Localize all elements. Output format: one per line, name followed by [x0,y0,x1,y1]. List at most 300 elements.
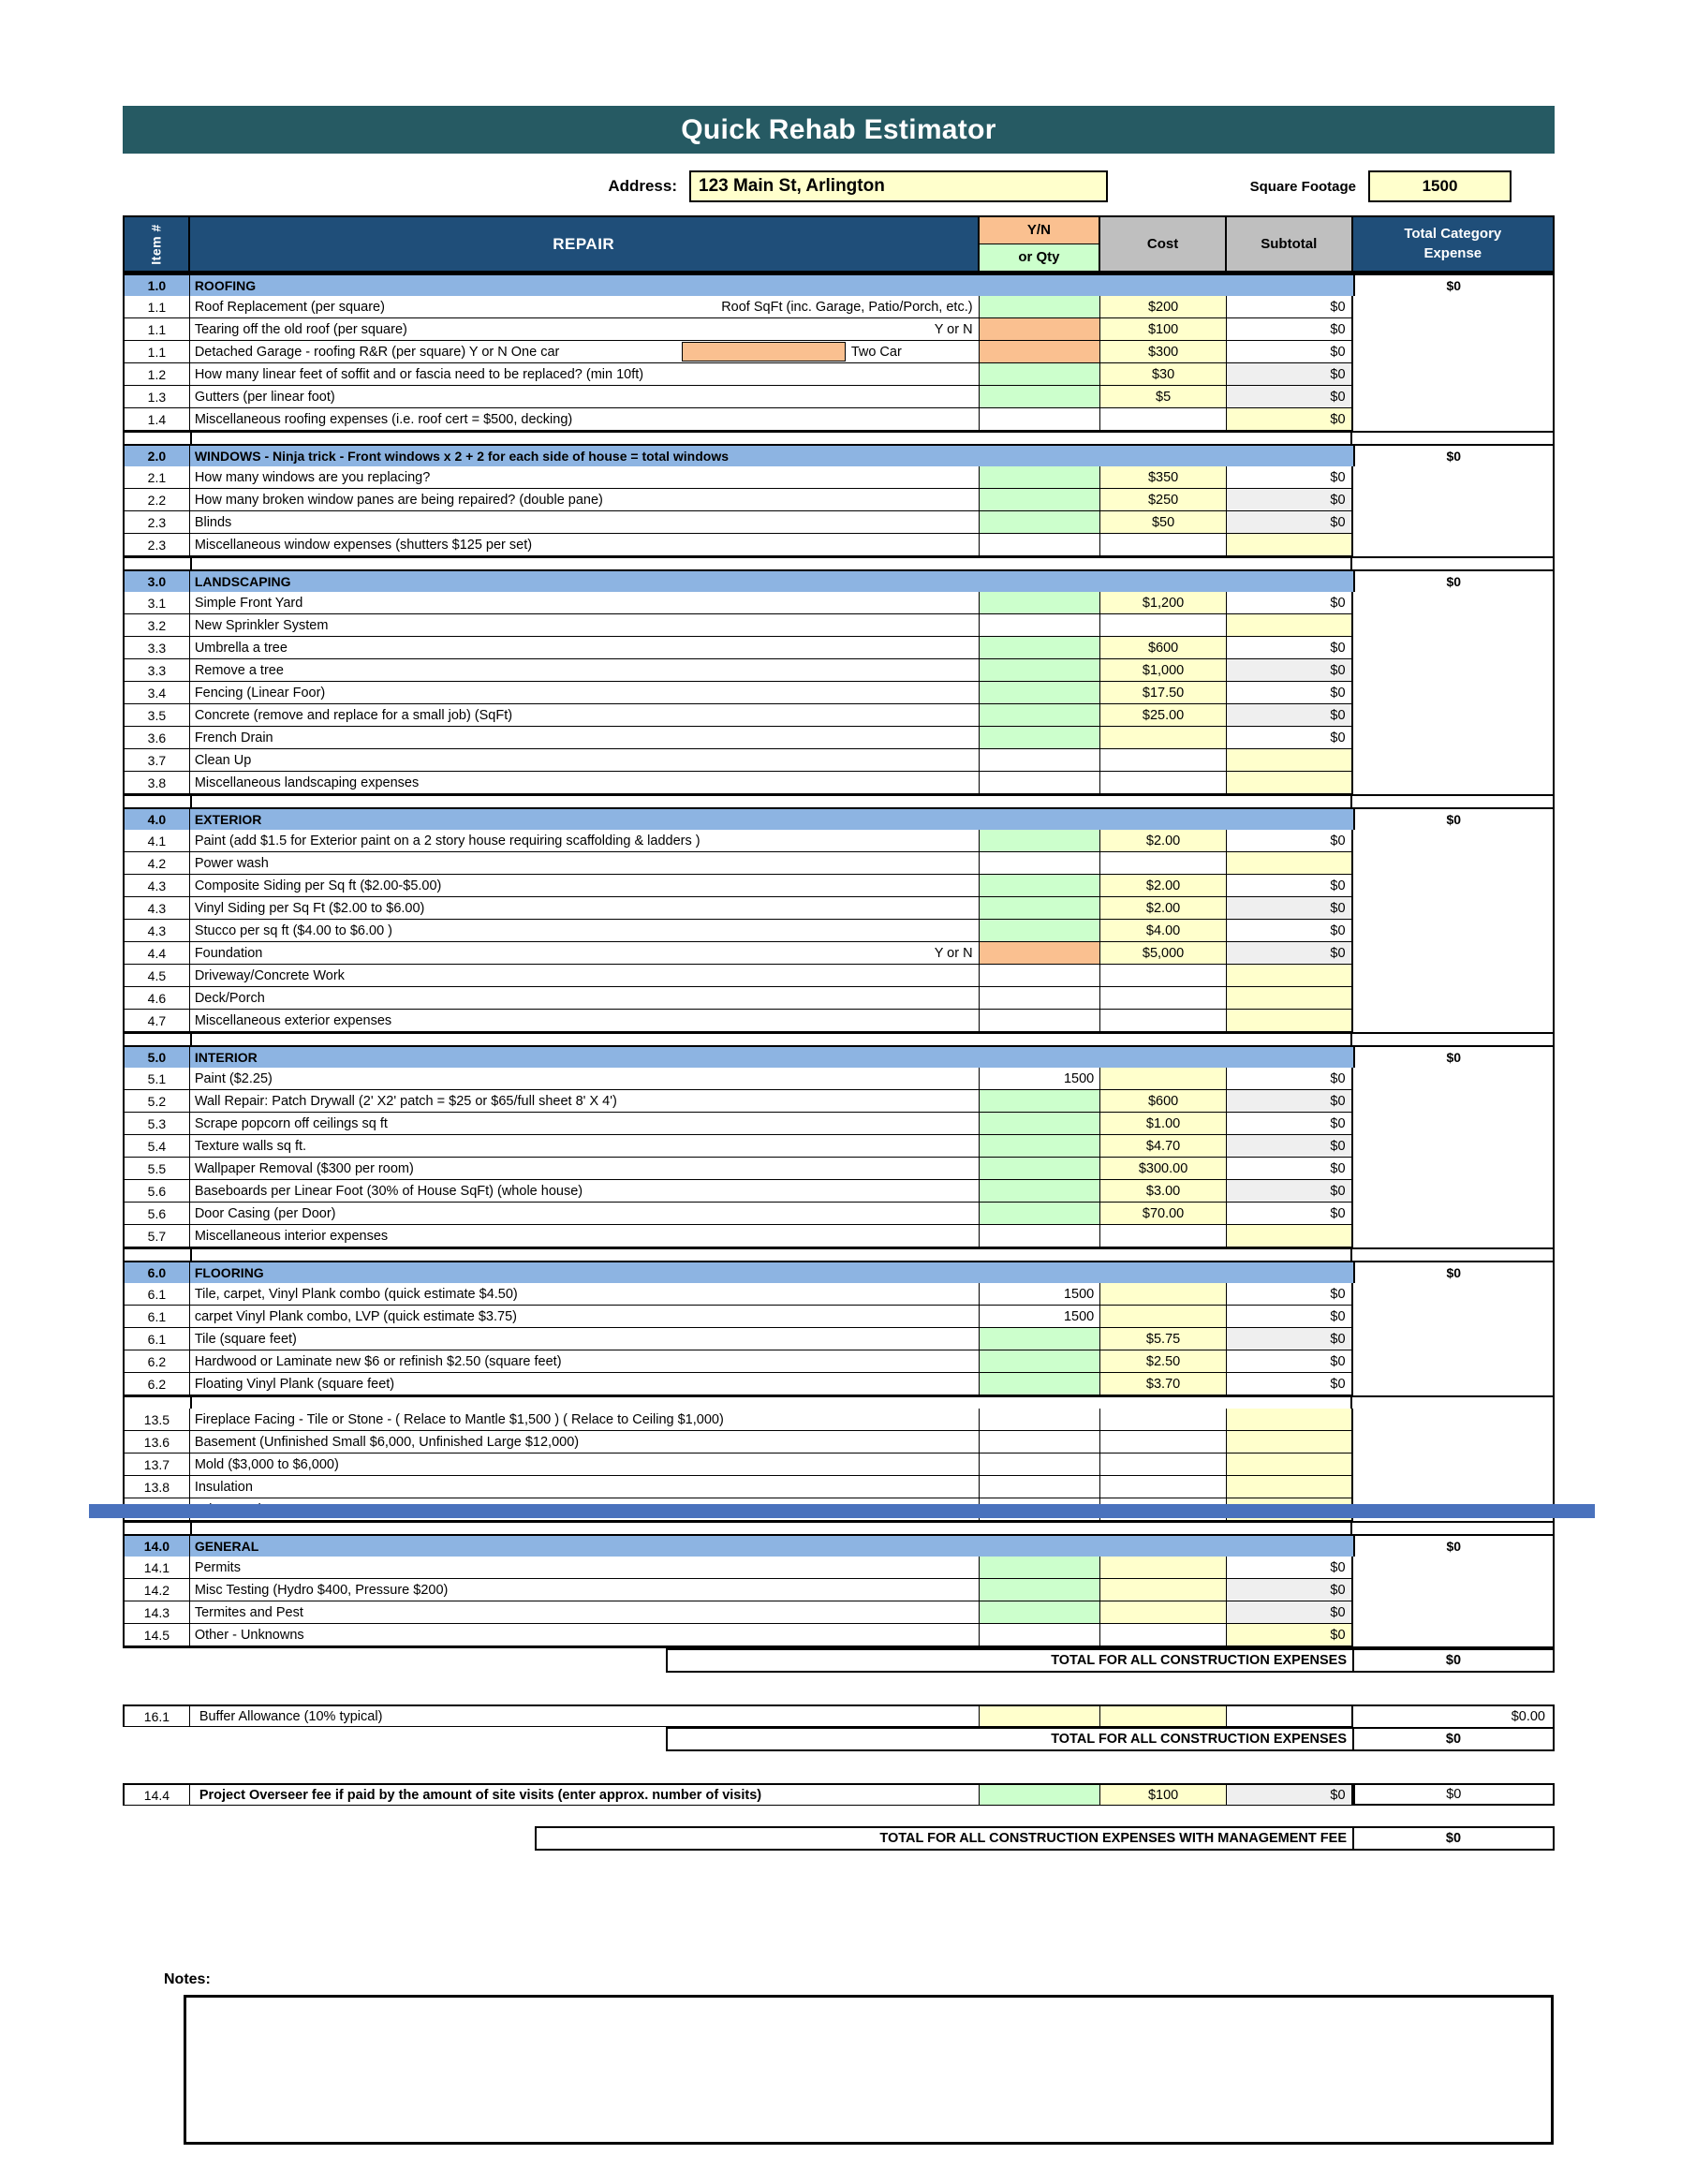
row-subtotal-cell [1227,1476,1353,1498]
table-row [123,1306,1555,1328]
row-cost-cell [1100,1225,1227,1247]
row-subtotal-cell [1227,534,1353,556]
table-row [123,875,1555,897]
row-qty-input[interactable] [980,1579,1101,1601]
row-cost-cell[interactable]: $5,000 [1100,942,1227,965]
section-name: WINDOWS - Ninja trick - Front windows x 2 + 2 for each side of house = total windows [190,446,980,466]
row-cost-cell[interactable]: $600 [1100,1090,1227,1113]
row-cost-cell[interactable]: $1.00 [1100,1113,1227,1135]
row-cost-cell[interactable]: $17.50 [1100,682,1227,704]
row-cost-cell[interactable] [1100,1068,1227,1090]
row-item-number: 1.3 [125,386,190,408]
table-row [123,1203,1555,1225]
row-total-cell [1353,1135,1553,1158]
row-total-cell [1353,965,1553,987]
row-repair-label: Door Casing (per Door) [190,1203,980,1225]
section-spacer [123,1397,1555,1409]
row-repair-label: Gutters (per linear foot) [190,386,980,408]
total-with-management-fee-label: TOTAL FOR ALL CONSTRUCTION EXPENSES WITH MANAGEMENT FEE [535,1826,1354,1851]
total-with-management-fee-value: $0 [1354,1826,1555,1851]
row-subtotal-cell: $0 [1227,1283,1353,1306]
table-row [123,1579,1555,1601]
row-total-cell [1353,318,1553,341]
row-total-cell [1353,637,1553,659]
table-row [123,1158,1555,1180]
row-qty-input [980,965,1101,987]
row-total-cell [1353,1454,1553,1476]
row-qty-input [980,1454,1101,1476]
row-qty-input[interactable] [980,682,1101,704]
table-row [123,386,1555,408]
row-item-number: 14.2 [125,1579,190,1601]
row-repair-label: Miscellaneous interior expenses [190,1225,980,1247]
row-total-cell [1353,727,1553,749]
row-item-number: 5.3 [125,1113,190,1135]
buffer-allowance-cost[interactable] [1100,1706,1227,1727]
row-total-cell [1353,363,1553,386]
row-subtotal-cell: $0 [1227,1306,1353,1328]
row-repair-label: Power wash [190,852,980,875]
row-qty-input [980,408,1101,431]
row-cost-cell [1100,1624,1227,1646]
row-repair-label: Misc Testing (Hydro $400, Pressure $200) [190,1579,980,1601]
row-subtotal-cell: $0 [1227,466,1353,489]
row-subtotal-cell [1227,852,1353,875]
table-row [123,534,1555,556]
address-row [123,170,1555,202]
row-cost-cell[interactable]: $4.70 [1100,1135,1227,1158]
row-total-cell [1353,682,1553,704]
row-subtotal-cell [1227,1431,1353,1454]
row-subtotal-cell: $0 [1227,897,1353,920]
table-header-row [123,215,1555,273]
row-cost-cell[interactable]: $350 [1100,466,1227,489]
column-header-item-label: Item # [148,223,164,265]
row-cost-cell [1100,987,1227,1010]
row-total-cell [1353,830,1553,852]
row-cost-cell[interactable]: $600 [1100,637,1227,659]
section-header-row [123,1261,1555,1283]
row-right-label: Y or N [934,945,973,961]
row-item-number: 5.5 [125,1158,190,1180]
row-qty-input[interactable] [980,1373,1101,1395]
row-repair-label: Vinyl Siding per Sq Ft ($2.00 to $6.00) [190,897,980,920]
row-item-number: 4.4 [125,942,190,965]
row-qty-input[interactable] [980,1601,1101,1624]
row-subtotal-cell: $0 [1227,1090,1353,1113]
row-cost-cell[interactable]: $25.00 [1100,704,1227,727]
row-qty-input[interactable] [980,1350,1101,1373]
row-subtotal-cell [1227,987,1353,1010]
section-header-row [123,807,1555,830]
row-qty-input[interactable] [980,704,1101,727]
row-repair-label: How many linear feet of soffit and or fascia need to be replaced? (min 10ft) [190,363,980,386]
row-total-cell [1353,1350,1553,1373]
row-subtotal-cell: $0 [1227,942,1353,965]
row-total-cell [1353,704,1553,727]
row-qty-input[interactable] [980,1557,1101,1579]
row-qty-input[interactable] [980,489,1101,511]
row-item-number: 6.2 [125,1373,190,1395]
section-name: LANDSCAPING [190,571,980,592]
row-total-cell [1353,1373,1553,1395]
row-qty-input[interactable] [980,1113,1101,1135]
section-name: GENERAL [190,1536,980,1557]
total-header-line2: Expense [1423,244,1482,261]
row-cost-cell [1100,772,1227,794]
row-repair-label: Wall Repair: Patch Drywall (2' X2' patch = $25 or $65/full sheet 8' X 4') [190,1090,980,1113]
row-cost-cell[interactable]: $2.50 [1100,1350,1227,1373]
row-cost-cell[interactable] [1100,1283,1227,1306]
row-total-cell [1353,1225,1553,1247]
row-cost-cell[interactable] [1100,1579,1227,1601]
row-item-number: 3.8 [125,772,190,794]
table-row [123,614,1555,637]
table-row [123,1373,1555,1395]
row-right-label: Y or N [934,321,973,337]
row-repair-label: Driveway/Concrete Work [190,965,980,987]
row-subtotal-cell [1227,1010,1353,1032]
row-repair-label: Composite Siding per Sq ft ($2.00-$5.00) [190,875,980,897]
row-subtotal-cell: $0 [1227,1328,1353,1350]
row-cost-cell[interactable]: $1,000 [1100,659,1227,682]
row-item-number: 14.3 [125,1601,190,1624]
row-qty-input [980,749,1101,772]
table-row [123,1135,1555,1158]
row-subtotal-cell: $0 [1227,1624,1353,1646]
row-item-number: 5.7 [125,1225,190,1247]
row-subtotal-cell: $0 [1227,318,1353,341]
row-subtotal-cell: $0 [1227,637,1353,659]
table-row [123,1180,1555,1203]
row-cost-cell[interactable] [1100,1557,1227,1579]
row-item-number: 1.4 [125,408,190,431]
row-total-cell [1353,489,1553,511]
row-cost-cell[interactable]: $100 [1100,318,1227,341]
row-cost-cell[interactable]: $300.00 [1100,1158,1227,1180]
row-qty-input[interactable] [980,875,1101,897]
table-row [123,489,1555,511]
row-subtotal-cell [1227,614,1353,637]
row-item-number: 1.1 [125,318,190,341]
row-subtotal-cell: $0 [1227,489,1353,511]
row-cost-cell[interactable]: $4.00 [1100,920,1227,942]
project-overseer-row [123,1783,1555,1806]
table-row [123,296,1555,318]
square-footage-input[interactable]: 1500 [1368,170,1512,202]
row-qty-input[interactable] [980,296,1101,318]
row-cost-cell[interactable] [1100,1306,1227,1328]
row-total-cell [1353,534,1553,556]
row-repair-label: Mold ($3,000 to $6,000) [190,1454,980,1476]
row-subtotal-cell: $0 [1227,659,1353,682]
row-total-cell [1353,1328,1553,1350]
row-qty-input[interactable] [980,942,1101,965]
row-cost-cell [1100,749,1227,772]
row-qty-input [980,1624,1101,1646]
row-cost-cell[interactable]: $250 [1100,489,1227,511]
row-repair-label: New Sprinkler System [190,614,980,637]
row-cost-cell[interactable]: $5.75 [1100,1328,1227,1350]
row-cost-cell[interactable]: $3.00 [1100,1180,1227,1203]
total-construction-2-row [123,1727,1555,1751]
table-row [123,1225,1555,1247]
row-qty-input[interactable] [980,1180,1101,1203]
row-item-number: 5.6 [125,1203,190,1225]
row-cost-cell[interactable]: $300 [1100,341,1227,363]
address-input[interactable]: 123 Main St, Arlington [689,170,1108,202]
table-row [123,920,1555,942]
row-cost-cell[interactable]: $2.00 [1100,830,1227,852]
row-qty-input[interactable] [980,1328,1101,1350]
row-repair-label: Simple Front Yard [190,592,980,614]
row-repair-label: Other - Unknowns [190,1624,980,1646]
row-qty-input[interactable] [980,897,1101,920]
row-qty-input[interactable] [980,1158,1101,1180]
table-row [123,772,1555,794]
row-subtotal-cell: $0 [1227,341,1353,363]
section-spacer [123,558,1555,569]
section-name: FLOORING [190,1262,980,1283]
row-qty-input[interactable] [980,1135,1101,1158]
row-cost-cell[interactable]: $5 [1100,386,1227,408]
row-subtotal-cell: $0 [1227,1350,1353,1373]
row-qty-input[interactable] [980,592,1101,614]
row-subtotal-cell: $0 [1227,592,1353,614]
buffer-allowance-label: Buffer Allowance (10% typical) [190,1706,980,1727]
row-total-cell [1353,296,1553,318]
notes-box[interactable] [184,1995,1554,2145]
table-row [123,1010,1555,1032]
row-item-number: 3.6 [125,727,190,749]
row-repair-label: carpet Vinyl Plank combo, LVP (quick estimate $3.75) [190,1306,980,1328]
row-subtotal-cell [1227,1454,1353,1476]
row-total-cell [1353,386,1553,408]
section-number: 4.0 [125,809,190,830]
row-subtotal-cell [1227,1225,1353,1247]
table-row [123,1409,1555,1431]
row-qty-input[interactable] [980,659,1101,682]
row-repair-label: Remove a tree [190,659,980,682]
row-qty-input[interactable] [980,318,1101,341]
row-qty-input[interactable] [980,727,1101,749]
row-repair-label: Basement (Unfinished Small $6,000, Unfinished Large $12,000) [190,1431,980,1454]
row-repair-label: Permits [190,1557,980,1579]
row-item-number: 6.1 [125,1306,190,1328]
row-total-cell [1353,1180,1553,1203]
section-spacer [123,1523,1555,1534]
row-total-cell [1353,749,1553,772]
row-subtotal-cell: $0 [1227,1579,1353,1601]
table-row [123,942,1555,965]
table-row [123,830,1555,852]
row-qty-input[interactable] [980,830,1101,852]
table-row [123,1068,1555,1090]
row-cost-cell [1100,1454,1227,1476]
buffer-allowance-sub [1227,1706,1353,1727]
notes-label: Notes: [164,1971,211,1987]
drag-highlight-bar[interactable] [89,1504,1595,1518]
row-total-cell [1353,1557,1553,1579]
column-header-cost: Cost [1100,217,1227,271]
row-total-cell [1353,1476,1553,1498]
row-total-cell [1353,659,1553,682]
row-item-number: 6.2 [125,1350,190,1373]
row-cost-cell[interactable]: $70.00 [1100,1203,1227,1225]
row-item-number: 3.2 [125,614,190,637]
row-cost-cell[interactable]: $50 [1100,511,1227,534]
row-cost-cell[interactable]: $2.00 [1100,875,1227,897]
row-subtotal-cell [1227,965,1353,987]
table-row [123,318,1555,341]
row-qty-input [980,987,1101,1010]
row-subtotal-cell: $0 [1227,363,1353,386]
row-item-number: 14.5 [125,1624,190,1646]
row-repair-label: Texture walls sq ft. [190,1135,980,1158]
row-item-number: 3.1 [125,592,190,614]
project-overseer-qty[interactable] [980,1785,1101,1806]
row-repair-label: Miscellaneous roofing expenses (i.e. roof cert = $500, decking) [190,408,980,431]
row-qty-input[interactable] [980,920,1101,942]
row-subtotal-cell: $0 [1227,408,1353,431]
row-qty-input [980,1225,1101,1247]
row-repair-label: Detached Garage - roofing R&R (per square) Y or N One car Two Car [190,341,980,363]
row-cost-cell [1100,1010,1227,1032]
buffer-allowance-qty[interactable] [980,1706,1101,1727]
row-item-number: 3.3 [125,659,190,682]
row-item-number: 13.7 [125,1454,190,1476]
row-subtotal-cell: $0 [1227,386,1353,408]
row-subtotal-cell: $0 [1227,704,1353,727]
column-header-yn: Y/N [980,217,1099,244]
row-repair-label: Tearing off the old roof (per square) Y or N [190,318,980,341]
row-cost-cell [1100,1476,1227,1498]
section-total: $0 [1353,1262,1553,1283]
row-subtotal-cell: $0 [1227,1180,1353,1203]
row-subtotal-cell [1227,772,1353,794]
project-overseer-label: Project Overseer fee if paid by the amount of site visits (enter approx. number of visits) [190,1785,980,1806]
table-row [123,1431,1555,1454]
row-cost-cell[interactable]: $30 [1100,363,1227,386]
row-item-number: 4.1 [125,830,190,852]
project-overseer-sub: $0 [1227,1785,1353,1806]
row-qty-input[interactable] [980,1090,1101,1113]
table-row [123,897,1555,920]
section-header-row [123,1045,1555,1068]
row-repair-label: Miscellaneous landscaping expenses [190,772,980,794]
row-item-number: 13.8 [125,1476,190,1498]
row-cost-cell [1100,1431,1227,1454]
row-item-number: 5.1 [125,1068,190,1090]
total-construction-2-label: TOTAL FOR ALL CONSTRUCTION EXPENSES [666,1727,1354,1751]
project-overseer-num: 14.4 [125,1785,190,1806]
row-cost-cell[interactable]: $3.70 [1100,1373,1227,1395]
row-subtotal-cell: $0 [1227,1068,1353,1090]
row-total-cell [1353,341,1553,363]
row-repair-label: Paint ($2.25) [190,1068,980,1090]
column-header-item [125,217,190,271]
total-construction-1-label: TOTAL FOR ALL CONSTRUCTION EXPENSES [666,1648,1354,1673]
row-item-number: 4.2 [125,852,190,875]
table-row [123,704,1555,727]
section-number: 2.0 [125,446,190,466]
row-total-cell [1353,852,1553,875]
row-cost-cell[interactable]: $2.00 [1100,897,1227,920]
row-subtotal-cell: $0 [1227,875,1353,897]
row-total-cell [1353,1601,1553,1624]
row-cost-cell[interactable] [1100,1601,1227,1624]
row-total-cell [1353,1113,1553,1135]
row-item-number: 1.1 [125,341,190,363]
row-total-cell [1353,1306,1553,1328]
row-qty-input [980,1409,1101,1431]
table-row [123,727,1555,749]
table-row [123,749,1555,772]
row-total-cell [1353,1158,1553,1180]
row-item-number: 3.5 [125,704,190,727]
total-construction-2-value: $0 [1354,1727,1555,1751]
row-qty-input[interactable] [980,341,1101,363]
row-cost-cell [1100,614,1227,637]
row-total-cell [1353,1090,1553,1113]
column-header-repair: REPAIR [190,217,980,271]
total-header-line1: Total Category [1404,226,1502,243]
column-header-subtotal: Subtotal [1227,217,1353,271]
one-car-input[interactable] [682,342,846,362]
row-repair-label: Blinds [190,511,980,534]
row-repair-label: Clean Up [190,749,980,772]
row-cost-cell[interactable] [1100,727,1227,749]
table-row [123,1090,1555,1113]
row-qty-input[interactable] [980,363,1101,386]
row-subtotal-cell: $0 [1227,1135,1353,1158]
row-right-label: Roof SqFt (inc. Garage, Patio/Porch, etc.) [721,299,973,315]
row-item-number: 2.1 [125,466,190,489]
row-qty-input[interactable]: 1500 [980,1283,1101,1306]
row-qty-input[interactable] [980,386,1101,408]
column-header-qty [980,217,1101,271]
table-row [123,1476,1555,1498]
row-cost-cell[interactable]: $1,200 [1100,592,1227,614]
section-spacer [123,1249,1555,1261]
row-item-number: 4.7 [125,1010,190,1032]
row-total-cell [1353,875,1553,897]
section-number: 5.0 [125,1047,190,1068]
row-cost-cell [1100,965,1227,987]
table-row [123,511,1555,534]
row-total-cell [1353,1068,1553,1090]
row-qty-input[interactable]: 1500 [980,1068,1101,1090]
section-number: 6.0 [125,1262,190,1283]
row-total-cell [1353,942,1553,965]
row-repair-label: Baseboards per Linear Foot (30% of House SqFt) (whole house) [190,1180,980,1203]
row-qty-input[interactable] [980,637,1101,659]
row-qty-input[interactable] [980,466,1101,489]
row-qty-input[interactable] [980,1203,1101,1225]
row-total-cell [1353,920,1553,942]
row-qty-input[interactable] [980,511,1101,534]
row-item-number: 4.3 [125,920,190,942]
row-cost-cell[interactable]: $200 [1100,296,1227,318]
row-item-number: 3.7 [125,749,190,772]
total-construction-1-row [123,1648,1555,1673]
project-overseer-cost[interactable]: $100 [1100,1785,1227,1806]
row-repair-label: Scrape popcorn off ceilings sq ft [190,1113,980,1135]
row-total-cell [1353,408,1553,431]
section-name: ROOFING [190,275,980,296]
row-qty-input[interactable]: 1500 [980,1306,1101,1328]
row-item-number: 5.2 [125,1090,190,1113]
